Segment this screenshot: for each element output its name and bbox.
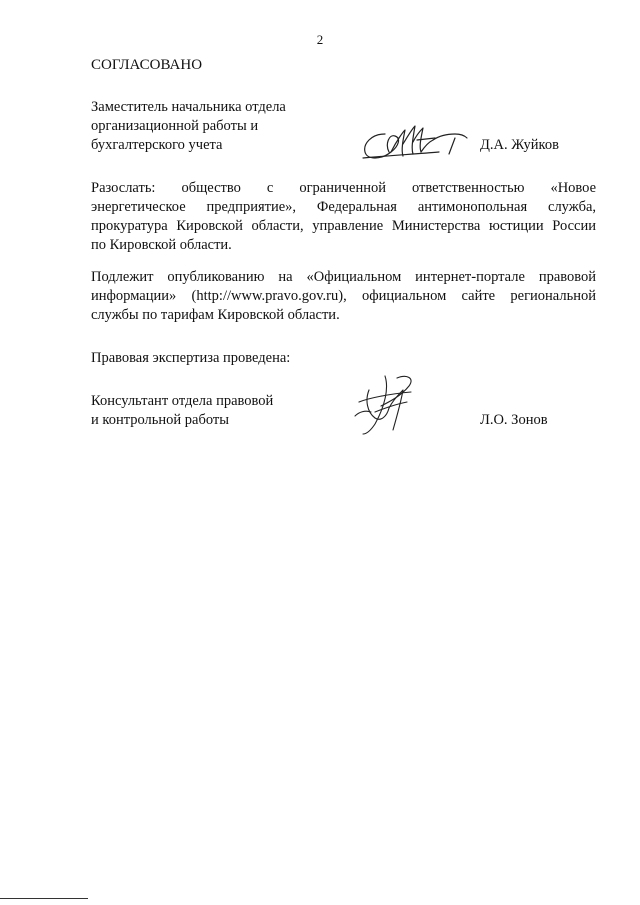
line-text: по Кировской области. xyxy=(91,237,232,253)
distribution-line-2 xyxy=(91,198,596,217)
distribution-line-3 xyxy=(91,217,596,236)
word: с xyxy=(266,180,274,196)
word: на xyxy=(278,269,293,285)
word: «Новое xyxy=(550,180,597,196)
distribution-line-1 xyxy=(91,179,596,198)
consultant-signature xyxy=(345,372,425,438)
publication-line-1 xyxy=(91,268,596,287)
word: «Официальном xyxy=(306,269,402,285)
approver-position-line-3: бухгалтерского учета xyxy=(91,137,223,153)
word: общество xyxy=(181,180,241,196)
footer-rule xyxy=(0,898,88,899)
word: Разослать: xyxy=(91,180,156,196)
word: Подлежит xyxy=(91,269,154,285)
consultant-position-line-1: Консультант отдела правовой xyxy=(91,393,274,409)
word: ответственностью xyxy=(412,180,525,196)
word: региональной xyxy=(510,288,596,304)
approver-name: Д.А. Жуйков xyxy=(480,137,559,153)
word: информации» xyxy=(91,288,177,304)
distribution-paragraph xyxy=(91,179,596,255)
approver-position-line-2: организационной работы и xyxy=(91,118,259,134)
word: ограниченной xyxy=(299,180,386,196)
publication-line-3 xyxy=(91,306,596,325)
distribution-line-4 xyxy=(91,236,596,255)
word: интернет-портале xyxy=(415,269,525,285)
word: правовой xyxy=(538,269,597,285)
approval-heading: СОГЛАСОВАНО xyxy=(91,57,203,73)
expertise-note: Правовая экспертиза проведена: xyxy=(91,350,291,366)
word: опубликованию xyxy=(167,269,265,285)
word: Федеральная xyxy=(316,199,397,215)
approver-position-line-1: Заместитель начальника отдела xyxy=(91,99,286,115)
word: энергетическое xyxy=(91,199,186,215)
word: сайте xyxy=(461,288,496,304)
url-text: (http://www.pravo.gov.ru), xyxy=(191,288,347,304)
approver-signature xyxy=(355,120,480,166)
word: официальном xyxy=(362,288,447,304)
page-number: 2 xyxy=(316,32,324,47)
word: предприятие», xyxy=(206,199,297,215)
line-text: прокуратура Кировской области, управление Министерства юстиции России xyxy=(91,218,596,234)
publication-paragraph xyxy=(91,268,596,325)
line-text: службы по тарифам Кировской области. xyxy=(91,307,340,323)
consultant-name: Л.О. Зонов xyxy=(480,412,548,428)
publication-line-2 xyxy=(91,287,596,306)
consultant-position-line-2: и контрольной работы xyxy=(91,412,229,428)
word: антимонопольная xyxy=(417,199,528,215)
word: служба, xyxy=(548,199,597,215)
